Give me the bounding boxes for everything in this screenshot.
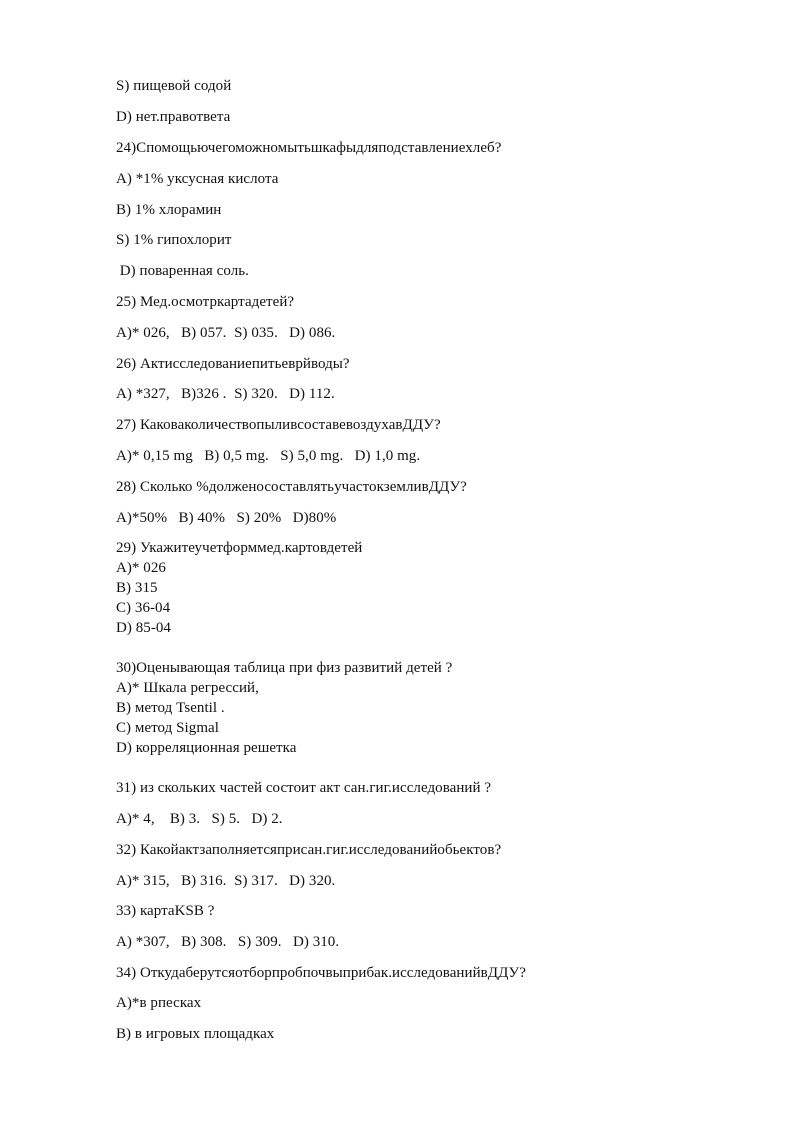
answer-b-29: B) 315 [116,580,158,596]
question-29: 29) Укажитеучетформмед.картовдетей [116,540,363,556]
answers-31: A)* 4, B) 3. S) 5. D) 2. [116,811,283,827]
answer-c-29: C) 36-04 [116,600,171,616]
question-26: 26) Актисследованиепитьеврйводы? [116,356,350,372]
answers-33: A) *307, B) 308. S) 309. D) 310. [116,934,340,950]
answer-a-24: A) *1% уксусная кислота [116,171,279,187]
answers-25: A)* 026, B) 057. S) 035. D) 086. [116,325,336,341]
question-33: 33) картаKSB ? [116,903,215,919]
answer-a-34: A)*в рпесках [116,995,202,1011]
question-24: 24)Спомощьючегоможномытьшкафыдляподставлениехлеб? [116,140,502,156]
answer-d-24: D) поваренная соль. [116,263,249,279]
answer-d-23: D) нет.правответа [116,109,231,125]
answer-d-29: D) 85-04 [116,620,171,636]
answers-27: A)* 0,15 mg B) 0,5 mg. S) 5,0 mg. D) 1,0 mg. [116,448,421,464]
answer-b-24: B) 1% хлорамин [116,202,222,218]
answer-b-34: B) в игровых площадках [116,1026,275,1042]
answer-d-30: D) корреляционная решетка [116,740,297,756]
question-34: 34) Откудаберутсяотборпробпочвыприбак.исследованийвДДУ? [116,965,526,981]
question-28: 28) Сколько %долженосоставлятьучастокземливДДУ? [116,479,467,495]
answers-32: A)* 315, B) 316. S) 317. D) 320. [116,873,336,889]
question-32: 32) Какойактзаполняетсяприсан.гиг.исследованийобьектов? [116,842,502,858]
answer-s-23: S) пищевой содой [116,78,232,94]
answer-a-30: A)* Шкала регрессий, [116,680,259,696]
answers-28: A)*50% B) 40% S) 20% D)80% [116,510,337,526]
question-31: 31) из скольких частей состоит акт сан.гиг.исследований ? [116,780,492,796]
answer-a-29: A)* 026 [116,560,166,576]
question-27: 27) КаковаколичествопыливсоставевоздухавДДУ? [116,417,441,433]
answer-b-30: B) метод Tsentil . [116,700,225,716]
answer-s-24: S) 1% гипохлорит [116,232,232,248]
question-25: 25) Мед.осмотркартадетей? [116,294,295,310]
answers-26: A) *327, B)326 . S) 320. D) 112. [116,386,335,402]
answer-c-30: C) метод Sigmal [116,720,219,736]
question-30: 30)Оценывающая таблица при физ развитий детей ? [116,660,453,676]
